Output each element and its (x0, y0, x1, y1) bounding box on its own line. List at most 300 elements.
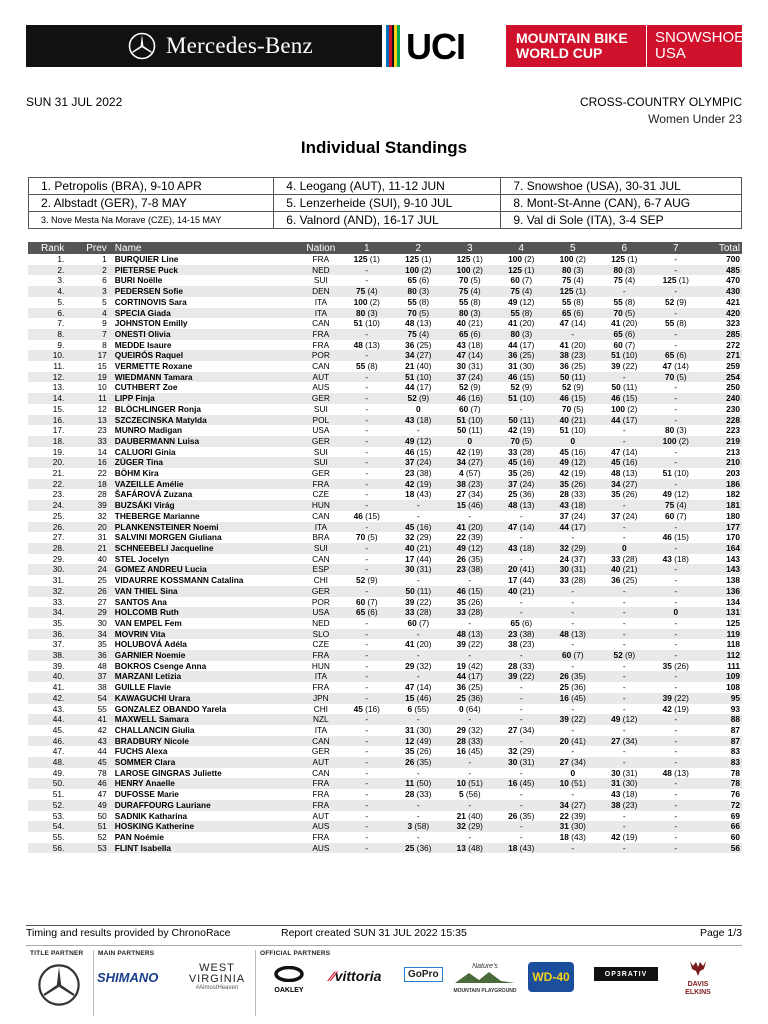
round-6-cell: - (599, 821, 651, 832)
round-3-cell: - (468, 831, 472, 842)
round-5-cell: 125 (1) (547, 286, 599, 297)
round-7-cell: - (650, 265, 702, 276)
partners-divider (26, 945, 742, 946)
rider-name-cell: ZÜGER Tina (111, 457, 301, 468)
round-3-cell: - (444, 650, 496, 661)
round-5-cell: - (571, 639, 575, 650)
round-2-cell: 3 (58) (393, 821, 445, 832)
round-5-cell: 65 (6) (547, 308, 599, 319)
round-1-cell: - (341, 586, 393, 597)
total-points-cell: 213 (726, 446, 740, 457)
table-row (28, 618, 742, 629)
round-6-cell: 52 (9) (599, 650, 651, 661)
round-1-cell: 48 (13) (353, 339, 380, 350)
round-cell: 5. Lenzerheide (SUI), 9-10 JUL (274, 195, 501, 212)
nation-cell: CZE (312, 489, 330, 500)
rider-name-cell: SZCZECINSKA Matylda (111, 415, 301, 426)
round-7-cell: - (674, 810, 678, 821)
rider-name-cell: MAXWELL Samara (111, 714, 301, 725)
rank-cell: 43. (52, 703, 65, 714)
round-4-cell: 80 (3) (496, 329, 548, 340)
rank-cell: 54. (28, 821, 64, 832)
round-1-cell: - (341, 329, 393, 340)
round-7-cell: - (674, 403, 678, 414)
total-points-cell: 83 (702, 757, 742, 768)
round-5-cell: 24 (37) (559, 553, 586, 564)
round-1-cell: - (341, 393, 393, 404)
rounds-row (29, 212, 742, 229)
round-2-cell: 125 (1) (405, 254, 432, 264)
round-3-cell: 23 (38) (444, 564, 496, 575)
round-4-cell: - (496, 693, 548, 704)
vittoria-logo (330, 968, 381, 984)
rank-cell: 34. (28, 607, 64, 618)
rank-cell: 23. (52, 489, 65, 500)
round-2-cell: 48 (13) (405, 318, 432, 329)
nation-cell: FRA (301, 778, 341, 789)
round-6-cell: - (622, 617, 626, 628)
rank-cell: 39. (52, 660, 65, 671)
total-points-cell: 254 (702, 372, 742, 383)
round-5-cell: 80 (3) (547, 265, 599, 276)
round-1-cell: - (341, 650, 393, 661)
wv-line-2: VIRGINIA (188, 973, 246, 985)
round-2-cell: 0 (415, 403, 421, 414)
round-cell: 3. Nove Mesta Na Morave (CZE), 14-15 MAY (29, 212, 274, 229)
round-5-cell: 33 (28) (559, 575, 586, 586)
sponsor-name: Mercedes-Benz (166, 33, 313, 58)
round-1-cell: - (365, 810, 369, 821)
round-2-cell: - (416, 767, 420, 778)
nation-cell: CHI (313, 703, 328, 714)
prev-rank-cell: 5 (102, 296, 107, 307)
round-7-cell: 49 (12) (662, 489, 689, 500)
round-5-cell: 32 (29) (547, 543, 599, 554)
prev-rank-cell: 48 (97, 660, 107, 671)
table-row (28, 736, 742, 747)
round-2-cell: 23 (38) (405, 468, 432, 479)
rounds-row (29, 195, 742, 212)
round-5-cell: 52 (9) (561, 382, 584, 393)
round-5-cell: 0 (570, 767, 576, 778)
round-3-cell: 21 (40) (456, 810, 483, 821)
prev-rank-cell: 30 (97, 617, 107, 628)
round-7-cell: 65 (6) (650, 350, 702, 361)
rider-name-cell: GOMEZ ANDREU Lucia (111, 564, 301, 575)
round-4-cell: 125 (1) (496, 265, 548, 276)
round-6-cell: - (599, 693, 651, 704)
round-6-cell: 27 (34) (599, 736, 651, 747)
rank-cell: 27. (52, 532, 65, 543)
round-7-cell: - (674, 382, 678, 393)
rider-name-cell: GUILLE Flavie (114, 682, 172, 693)
event-name: CROSS-COUNTRY OLYMPIC (579, 95, 742, 109)
uci-text: UCI (406, 26, 465, 67)
round-5-cell: 34 (27) (547, 800, 599, 811)
table-row (28, 532, 742, 543)
round-4-cell: - (519, 767, 523, 778)
prev-rank-cell: 38 (97, 682, 107, 693)
prev-rank-cell: 25 (97, 575, 107, 586)
round-7-cell: 75 (4) (650, 500, 702, 511)
rider-name-cell: SPECIA Giada (111, 308, 301, 319)
round-5-cell: 37 (24) (559, 510, 586, 521)
round-2-cell: 17 (44) (405, 553, 432, 564)
round-1-cell: - (341, 436, 393, 447)
round-5-cell: 36 (25) (559, 361, 586, 372)
round-1-cell: - (341, 800, 393, 811)
round-4-cell: 33 (28) (508, 446, 535, 457)
round-5-cell: 28 (33) (559, 489, 586, 500)
nation-cell: HUN (301, 500, 341, 511)
total-points-cell: 66 (702, 821, 742, 832)
round-1-cell: - (365, 767, 369, 778)
round-3-cell: 51 (10) (444, 415, 496, 426)
round-7-cell: - (650, 543, 702, 554)
total-points-cell: 112 (702, 650, 742, 661)
round-6-cell: 42 (19) (611, 831, 638, 842)
nation-cell: AUT (301, 372, 341, 383)
round-2-cell: - (416, 810, 420, 821)
table-row (28, 286, 742, 297)
total-points-cell: 60 (730, 831, 740, 842)
nation-cell: CAN (312, 510, 330, 521)
total-points-cell: 125 (726, 617, 740, 628)
round-2-cell: 6 (55) (407, 703, 430, 714)
round-7-cell: 43 (18) (662, 553, 689, 564)
round-2-cell: 51 (10) (393, 372, 445, 383)
davis-elkins-logo (673, 960, 723, 997)
round-4-cell: 38 (23) (508, 639, 535, 650)
round-5-cell: - (571, 724, 575, 735)
gopro-logo: GoPro (404, 967, 443, 982)
round-1-cell: 60 (7) (355, 596, 378, 607)
rank-cell: 24. (28, 500, 64, 511)
prev-rank-cell: 32 (97, 510, 107, 521)
round-7-cell: - (650, 778, 702, 789)
round-3-cell: 15 (46) (444, 500, 496, 511)
round-6-cell: - (599, 843, 651, 854)
round-4-cell: 36 (25) (496, 350, 548, 361)
round-7-cell: - (650, 671, 702, 682)
nation-cell: GER (311, 746, 330, 757)
round-7-cell: - (674, 596, 678, 607)
series-title (506, 25, 646, 67)
round-5-cell: 25 (36) (559, 682, 586, 693)
nation-cell: FRA (312, 789, 330, 800)
total-points-cell: 181 (702, 500, 742, 511)
round-2-cell: 55 (8) (407, 296, 430, 307)
round-6-cell: - (599, 522, 651, 533)
oakley-logo (266, 966, 312, 994)
standings-table (28, 242, 742, 853)
prev-rank-cell: 10 (97, 382, 107, 393)
round-5-cell: 26 (35) (547, 671, 599, 682)
table-row (28, 340, 742, 351)
round-6-cell: - (622, 746, 626, 757)
round-7-cell: 35 (26) (662, 660, 689, 671)
prev-rank-cell: 26 (64, 586, 110, 597)
table-row (28, 832, 742, 843)
round-4-cell: 39 (22) (496, 671, 548, 682)
round-3-cell: 29 (32) (456, 724, 483, 735)
rank-cell: 38. (28, 650, 64, 661)
round-4-cell: - (496, 821, 548, 832)
round-7-cell: - (650, 286, 702, 297)
nation-cell: CZE (312, 639, 330, 650)
round-2-cell: 43 (18) (393, 415, 445, 426)
round-4-cell: - (496, 650, 548, 661)
round-6-cell: - (599, 436, 651, 447)
round-4-cell: - (519, 682, 523, 693)
round-1-cell: - (341, 843, 393, 854)
rider-name-cell: THEBERGE Marianne (114, 510, 200, 521)
round-3-cell: - (468, 575, 472, 586)
round-3-cell: 4 (57) (458, 468, 481, 479)
round-2-cell: 80 (3) (393, 286, 445, 297)
round-6-cell: - (622, 724, 626, 735)
round-5-cell: 35 (26) (547, 479, 599, 490)
round-5-cell: 75 (4) (561, 275, 584, 286)
rider-name-cell: SADNIK Katharina (114, 810, 188, 821)
round-2-cell: 28 (33) (405, 789, 432, 800)
report-date: SUN 31 JUL 2022 (26, 95, 123, 109)
round-1-cell: - (341, 543, 393, 554)
oakley-ellipse-icon (274, 966, 304, 982)
round-4-cell: 44 (17) (508, 339, 535, 350)
round-2-cell: 36 (25) (405, 339, 432, 350)
total-points-cell: 186 (702, 479, 742, 490)
total-points-cell: 138 (726, 575, 740, 586)
total-points-cell: 76 (730, 789, 740, 800)
round-2-cell: 42 (19) (393, 479, 445, 490)
prev-rank-cell: 53 (64, 843, 110, 854)
total-points-cell: 78 (702, 778, 742, 789)
round-2-cell: 35 (26) (405, 746, 432, 757)
round-5-cell: - (571, 596, 575, 607)
round-3-cell: 28 (33) (444, 736, 496, 747)
table-row (28, 468, 742, 479)
total-points-cell: 430 (702, 286, 742, 297)
round-6-cell: - (622, 532, 626, 543)
round-6-cell: - (622, 425, 626, 436)
round-3-cell: 48 (13) (444, 629, 496, 640)
round-6-cell: - (622, 639, 626, 650)
round-1-cell: 65 (6) (341, 607, 393, 618)
rider-name-cell: VAN THIEL Sina (111, 586, 301, 597)
round-4-cell: 17 (44) (508, 575, 535, 586)
nation-cell: CHI (313, 575, 328, 586)
round-3-cell: 75 (4) (444, 286, 496, 297)
prev-rank-cell: 43 (64, 736, 110, 747)
round-2-cell: 40 (21) (393, 543, 445, 554)
round-2-cell: 60 (7) (407, 617, 430, 628)
prev-rank-cell: 24 (64, 564, 110, 575)
nation-cell: SUI (313, 275, 328, 286)
table-row (28, 425, 742, 436)
round-1-cell: - (365, 724, 369, 735)
round-6-cell: 51 (10) (599, 350, 651, 361)
round-6-cell: - (599, 607, 651, 618)
round-7-cell: - (650, 457, 702, 468)
round-1-cell: 55 (8) (355, 361, 378, 372)
round-1-cell: - (341, 372, 393, 383)
rider-name-cell: CHALLANCIN Giulia (114, 724, 195, 735)
round-5-cell: 55 (8) (561, 296, 584, 307)
round-2-cell: 26 (35) (393, 757, 445, 768)
round-2-cell: 46 (15) (405, 446, 432, 457)
round-2-cell: 25 (36) (393, 843, 445, 854)
rider-name-cell: FLINT Isabella (111, 843, 301, 854)
round-2-cell: 30 (31) (393, 564, 445, 575)
nation-cell: SUI (301, 457, 341, 468)
nation-cell: FRA (312, 339, 330, 350)
table-row (28, 789, 742, 800)
round-2-cell: 47 (14) (405, 682, 432, 693)
round-6-cell: - (622, 703, 626, 714)
round-7-cell: - (674, 575, 678, 586)
round-3-cell: - (444, 714, 496, 725)
nation-cell: GER (301, 586, 341, 597)
round-3-cell: 52 (9) (458, 382, 481, 393)
table-row (28, 265, 742, 276)
total-points-cell: 271 (702, 350, 742, 361)
table-row (28, 382, 742, 393)
round-2-cell: - (393, 671, 445, 682)
round-4-cell: - (519, 789, 523, 800)
main-partners-label: MAIN PARTNERS (98, 950, 155, 957)
rider-name-cell: MUNRO Madigan (114, 425, 183, 436)
col-header-prev: Prev (64, 242, 110, 254)
rank-cell: 5. (57, 296, 65, 307)
round-7-cell: - (674, 789, 678, 800)
table-row (28, 725, 742, 736)
round-1-cell: - (365, 831, 369, 842)
round-7-cell: 52 (9) (664, 296, 687, 307)
round-2-cell: 49 (12) (393, 436, 445, 447)
rank-cell: 32. (28, 586, 64, 597)
rider-name-cell: HENRY Anaelle (111, 778, 301, 789)
round-3-cell: 60 (7) (458, 403, 481, 414)
round-1-cell: - (341, 671, 393, 682)
nation-cell: DEN (301, 286, 341, 297)
table-row (28, 757, 742, 768)
prev-rank-cell: 19 (64, 372, 110, 383)
total-points-cell: 203 (726, 468, 740, 479)
round-3-cell: 70 (5) (458, 275, 481, 286)
nation-cell: ESP (301, 564, 341, 575)
round-6-cell: - (622, 660, 626, 671)
round-3-cell: 39 (22) (456, 639, 483, 650)
table-row (28, 768, 742, 779)
total-points-cell: 111 (727, 660, 740, 671)
rank-cell: 17. (52, 425, 65, 436)
round-1-cell: - (365, 275, 369, 286)
table-row (28, 821, 742, 832)
rank-cell: 22. (28, 479, 64, 490)
rank-cell: 26. (28, 522, 64, 533)
rank-cell: 41. (52, 682, 65, 693)
prev-rank-cell: 16 (64, 457, 110, 468)
round-6-cell: 70 (5) (599, 308, 651, 319)
nation-cell: FRA (301, 650, 341, 661)
round-6-cell: 55 (8) (613, 296, 636, 307)
round-1-cell: - (365, 660, 369, 671)
round-3-cell: 25 (36) (444, 693, 496, 704)
round-7-cell: 51 (10) (662, 468, 689, 479)
rider-name-cell: VAZEILLE Amélie (111, 479, 301, 490)
round-2-cell: 15 (46) (393, 693, 445, 704)
rank-cell: 15. (52, 403, 65, 414)
round-6-cell: - (599, 757, 651, 768)
round-3-cell: 0 (64) (458, 703, 481, 714)
round-5-cell: - (571, 617, 575, 628)
table-row (28, 329, 742, 340)
prev-rank-cell: 36 (64, 650, 110, 661)
round-5-cell: - (547, 843, 599, 854)
rider-name-cell: SOMMER Clara (111, 757, 301, 768)
round-5-cell: 44 (17) (547, 522, 599, 533)
total-points-cell: 223 (726, 425, 740, 436)
round-7-cell: 48 (13) (662, 767, 689, 778)
round-7-cell: - (674, 446, 678, 457)
rider-name-cell: JOHNSTON Emilly (114, 318, 188, 329)
table-row (28, 704, 742, 715)
round-5-cell: - (547, 329, 599, 340)
round-1-cell: 46 (15) (353, 510, 380, 521)
round-6-cell: 36 (25) (611, 575, 638, 586)
round-4-cell: 55 (8) (496, 308, 548, 319)
round-4-cell: 43 (18) (496, 543, 548, 554)
partner-separator (255, 950, 256, 1016)
round-2-cell: 52 (9) (393, 393, 445, 404)
mountain-playground-logo (452, 963, 518, 994)
table-row (28, 746, 742, 757)
round-3-cell: 10 (51) (444, 778, 496, 789)
prev-rank-cell: 29 (64, 607, 110, 618)
round-4-cell: 30 (31) (496, 757, 548, 768)
round-3-cell: 47 (14) (444, 350, 496, 361)
total-points-cell: 228 (702, 415, 742, 426)
round-1-cell: - (341, 821, 393, 832)
round-2-cell: 65 (6) (407, 275, 430, 286)
round-5-cell: 48 (13) (547, 629, 599, 640)
page-title: Individual Standings (300, 138, 468, 157)
round-4-cell: 49 (12) (508, 296, 535, 307)
round-3-cell: 34 (27) (444, 457, 496, 468)
nation-cell: AUT (301, 757, 341, 768)
round-7-cell: - (650, 479, 702, 490)
round-6-cell: 39 (22) (611, 361, 638, 372)
round-1-cell: - (341, 714, 393, 725)
rider-name-cell: HOSKING Katherine (111, 821, 301, 832)
round-1-cell: - (341, 457, 393, 468)
round-5-cell: 45 (16) (559, 446, 586, 457)
round-6-cell: 30 (31) (611, 767, 638, 778)
mtn-line-1: Nature's (472, 963, 498, 970)
rank-cell: 13. (52, 382, 65, 393)
prev-rank-cell: 13 (64, 415, 110, 426)
rank-cell: 33. (52, 596, 65, 607)
series-line-1: MOUNTAIN BIKE (516, 30, 628, 46)
round-4-cell: 45 (16) (496, 457, 548, 468)
round-6-cell: - (599, 500, 651, 511)
rider-name-cell: DUFOSSE Marie (114, 789, 179, 800)
table-row (28, 415, 742, 426)
round-7-cell: 125 (1) (662, 275, 689, 286)
round-3-cell: - (468, 617, 472, 628)
round-4-cell: - (519, 703, 523, 714)
